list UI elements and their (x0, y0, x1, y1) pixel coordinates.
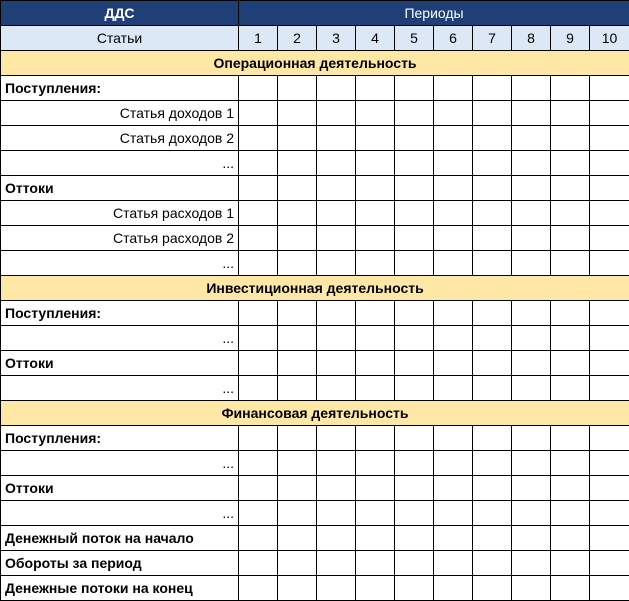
period-cell[interactable] (551, 226, 590, 251)
period-cell[interactable] (590, 501, 629, 526)
period-header-1: 1 (239, 26, 278, 51)
item-label: ... (1, 251, 239, 276)
period-cell[interactable] (356, 351, 395, 376)
period-cell[interactable] (590, 176, 629, 201)
period-cell[interactable] (395, 476, 434, 501)
item-row (1, 101, 629, 126)
period-cell[interactable] (239, 151, 278, 176)
period-cell[interactable] (473, 376, 512, 401)
period-cell[interactable] (434, 526, 473, 551)
period-cell[interactable] (278, 376, 317, 401)
group-label: Поступления: (1, 76, 239, 101)
period-cell[interactable] (395, 426, 434, 451)
period-cell[interactable] (434, 126, 473, 151)
period-cell[interactable] (278, 76, 317, 101)
period-cell[interactable] (239, 526, 278, 551)
period-cell[interactable] (395, 251, 434, 276)
period-cell[interactable] (473, 226, 512, 251)
period-cell[interactable] (395, 226, 434, 251)
period-cell[interactable] (434, 476, 473, 501)
period-cell[interactable] (356, 576, 395, 601)
period-header-10: 10 (590, 26, 629, 51)
period-header-5: 5 (395, 26, 434, 51)
group-row (1, 551, 629, 576)
period-cell[interactable] (590, 76, 629, 101)
item-label: ... (1, 151, 239, 176)
period-cell[interactable] (278, 426, 317, 451)
period-cell[interactable] (434, 226, 473, 251)
period-cell[interactable] (239, 576, 278, 601)
period-cell[interactable] (434, 326, 473, 351)
period-cell[interactable] (278, 451, 317, 476)
group-row (1, 176, 629, 201)
item-label: ... (1, 376, 239, 401)
item-row (1, 151, 629, 176)
period-cell[interactable] (239, 76, 278, 101)
period-cell[interactable] (473, 501, 512, 526)
section-row (1, 401, 629, 426)
period-cell[interactable] (512, 526, 551, 551)
group-label: Оттоки (1, 176, 239, 201)
period-cell[interactable] (512, 176, 551, 201)
item-label: Статья расходов 2 (1, 226, 239, 251)
period-cell[interactable] (512, 251, 551, 276)
period-cell[interactable] (434, 101, 473, 126)
period-header-8: 8 (512, 26, 551, 51)
subheader-row (1, 26, 629, 51)
period-cell[interactable] (590, 226, 629, 251)
period-cell[interactable] (317, 76, 356, 101)
period-cell[interactable] (434, 151, 473, 176)
period-cell[interactable] (395, 551, 434, 576)
period-cell[interactable] (395, 76, 434, 101)
period-cell[interactable] (473, 251, 512, 276)
item-row (1, 326, 629, 351)
period-cell[interactable] (317, 251, 356, 276)
section-title: Финансовая деятельность (1, 401, 629, 426)
period-cell[interactable] (473, 301, 512, 326)
group-row (1, 476, 629, 501)
period-cell[interactable] (551, 301, 590, 326)
period-cell[interactable] (239, 351, 278, 376)
period-cell[interactable] (590, 376, 629, 401)
period-cell[interactable] (395, 376, 434, 401)
period-cell[interactable] (434, 501, 473, 526)
period-cell[interactable] (317, 201, 356, 226)
period-cell[interactable] (551, 201, 590, 226)
period-cell[interactable] (512, 576, 551, 601)
period-header-2: 2 (278, 26, 317, 51)
period-cell[interactable] (590, 326, 629, 351)
item-label: Статья расходов 1 (1, 201, 239, 226)
group-label: Оттоки (1, 351, 239, 376)
period-cell[interactable] (551, 101, 590, 126)
period-cell[interactable] (278, 501, 317, 526)
period-cell[interactable] (356, 251, 395, 276)
period-cell[interactable] (512, 201, 551, 226)
period-cell[interactable] (356, 476, 395, 501)
period-cell[interactable] (395, 351, 434, 376)
period-cell[interactable] (551, 76, 590, 101)
period-cell[interactable] (239, 326, 278, 351)
period-cell[interactable] (590, 451, 629, 476)
period-cell[interactable] (590, 351, 629, 376)
period-cell[interactable] (590, 251, 629, 276)
period-cell[interactable] (317, 451, 356, 476)
item-row (1, 226, 629, 251)
group-row (1, 301, 629, 326)
period-cell[interactable] (278, 176, 317, 201)
period-cell[interactable] (395, 101, 434, 126)
period-cell[interactable] (317, 101, 356, 126)
period-cell[interactable] (434, 76, 473, 101)
period-cell[interactable] (551, 251, 590, 276)
item-label: Статья доходов 1 (1, 101, 239, 126)
period-cell[interactable] (551, 501, 590, 526)
period-cell[interactable] (395, 151, 434, 176)
period-cell[interactable] (512, 551, 551, 576)
group-row (1, 526, 629, 551)
group-label: Обороты за период (1, 551, 239, 576)
period-cell[interactable] (434, 176, 473, 201)
group-label: Поступления: (1, 426, 239, 451)
period-cell[interactable] (473, 201, 512, 226)
period-cell[interactable] (395, 326, 434, 351)
period-cell[interactable] (317, 301, 356, 326)
section-row (1, 51, 629, 76)
period-cell[interactable] (239, 176, 278, 201)
period-cell[interactable] (551, 326, 590, 351)
period-cell[interactable] (278, 326, 317, 351)
period-cell[interactable] (551, 476, 590, 501)
period-cell[interactable] (551, 551, 590, 576)
period-header-3: 3 (317, 26, 356, 51)
period-cell[interactable] (395, 501, 434, 526)
period-cell[interactable] (512, 226, 551, 251)
period-cell[interactable] (239, 426, 278, 451)
period-header-7: 7 (473, 26, 512, 51)
group-row (1, 576, 629, 601)
period-cell[interactable] (317, 551, 356, 576)
period-cell[interactable] (356, 551, 395, 576)
period-cell[interactable] (512, 126, 551, 151)
item-row (1, 451, 629, 476)
period-cell[interactable] (356, 301, 395, 326)
period-cell[interactable] (395, 126, 434, 151)
period-cell[interactable] (278, 251, 317, 276)
period-cell[interactable] (434, 301, 473, 326)
period-cell[interactable] (590, 576, 629, 601)
table-body (1, 1, 629, 601)
period-cell[interactable] (590, 551, 629, 576)
period-cell[interactable] (434, 576, 473, 601)
period-cell[interactable] (239, 501, 278, 526)
period-cell[interactable] (551, 351, 590, 376)
period-cell[interactable] (512, 301, 551, 326)
period-cell[interactable] (512, 451, 551, 476)
period-cell[interactable] (356, 376, 395, 401)
period-cell[interactable] (434, 426, 473, 451)
period-cell[interactable] (512, 376, 551, 401)
period-cell[interactable] (590, 126, 629, 151)
period-cell[interactable] (473, 451, 512, 476)
item-label: ... (1, 501, 239, 526)
period-cell[interactable] (278, 126, 317, 151)
period-cell[interactable] (395, 176, 434, 201)
period-cell[interactable] (395, 301, 434, 326)
period-cell[interactable] (239, 101, 278, 126)
period-cell[interactable] (512, 476, 551, 501)
period-cell[interactable] (356, 326, 395, 351)
period-cell[interactable] (551, 451, 590, 476)
period-cell[interactable] (434, 451, 473, 476)
period-cell[interactable] (356, 126, 395, 151)
period-cell[interactable] (473, 426, 512, 451)
periods-header-cell: Периоды (239, 1, 629, 26)
group-label: Денежный поток на начало (1, 526, 239, 551)
articles-header-cell: Статьи (1, 26, 239, 51)
period-cell[interactable] (434, 201, 473, 226)
period-cell[interactable] (317, 326, 356, 351)
period-cell[interactable] (317, 426, 356, 451)
period-cell[interactable] (473, 551, 512, 576)
group-label: Денежные потоки на конец (1, 576, 239, 601)
period-cell[interactable] (239, 551, 278, 576)
period-cell[interactable] (317, 126, 356, 151)
period-cell[interactable] (473, 76, 512, 101)
period-cell[interactable] (395, 451, 434, 476)
period-cell[interactable] (473, 476, 512, 501)
period-cell[interactable] (356, 426, 395, 451)
period-cell[interactable] (473, 151, 512, 176)
item-row (1, 126, 629, 151)
period-cell[interactable] (590, 201, 629, 226)
period-cell[interactable] (551, 576, 590, 601)
period-cell[interactable] (356, 451, 395, 476)
period-cell[interactable] (473, 576, 512, 601)
period-cell[interactable] (239, 376, 278, 401)
period-cell[interactable] (317, 376, 356, 401)
period-cell[interactable] (512, 351, 551, 376)
item-row (1, 376, 629, 401)
item-row (1, 251, 629, 276)
period-cell[interactable] (473, 326, 512, 351)
period-cell[interactable] (317, 351, 356, 376)
period-cell[interactable] (356, 501, 395, 526)
period-cell[interactable] (239, 251, 278, 276)
period-cell[interactable] (512, 426, 551, 451)
period-cell[interactable] (239, 451, 278, 476)
period-cell[interactable] (278, 151, 317, 176)
period-cell[interactable] (278, 226, 317, 251)
period-cell[interactable] (590, 476, 629, 501)
period-cell[interactable] (434, 251, 473, 276)
period-cell[interactable] (551, 151, 590, 176)
period-cell[interactable] (356, 201, 395, 226)
period-cell[interactable] (317, 526, 356, 551)
period-cell[interactable] (278, 576, 317, 601)
period-cell[interactable] (512, 501, 551, 526)
period-cell[interactable] (356, 226, 395, 251)
section-title: Инвестиционная деятельность (1, 276, 629, 301)
period-cell[interactable] (551, 376, 590, 401)
period-cell[interactable] (512, 326, 551, 351)
period-cell[interactable] (434, 376, 473, 401)
period-cell[interactable] (278, 351, 317, 376)
period-cell[interactable] (239, 301, 278, 326)
period-cell[interactable] (512, 76, 551, 101)
period-cell[interactable] (395, 526, 434, 551)
period-cell[interactable] (317, 176, 356, 201)
period-cell[interactable] (434, 351, 473, 376)
period-cell[interactable] (356, 151, 395, 176)
period-cell[interactable] (473, 126, 512, 151)
item-label: ... (1, 326, 239, 351)
period-cell[interactable] (356, 176, 395, 201)
period-header-9: 9 (551, 26, 590, 51)
period-cell[interactable] (317, 476, 356, 501)
section-title: Операционная деятельность (1, 51, 629, 76)
group-row (1, 351, 629, 376)
period-cell[interactable] (551, 526, 590, 551)
period-cell[interactable] (434, 551, 473, 576)
period-cell[interactable] (239, 476, 278, 501)
period-cell[interactable] (512, 101, 551, 126)
period-cell[interactable] (551, 126, 590, 151)
period-cell[interactable] (473, 176, 512, 201)
period-cell[interactable] (239, 201, 278, 226)
period-cell[interactable] (551, 426, 590, 451)
period-cell[interactable] (512, 151, 551, 176)
item-row (1, 501, 629, 526)
period-cell[interactable] (278, 476, 317, 501)
item-label: ... (1, 451, 239, 476)
period-cell[interactable] (278, 526, 317, 551)
group-row (1, 76, 629, 101)
period-cell[interactable] (278, 101, 317, 126)
period-cell[interactable] (590, 151, 629, 176)
period-cell[interactable] (395, 576, 434, 601)
period-cell[interactable] (278, 551, 317, 576)
period-cell[interactable] (356, 76, 395, 101)
period-cell[interactable] (590, 101, 629, 126)
period-cell[interactable] (590, 301, 629, 326)
header-row (1, 1, 629, 26)
period-cell[interactable] (551, 176, 590, 201)
corner-header-cell: ДДС (1, 1, 239, 26)
period-header-6: 6 (434, 26, 473, 51)
period-cell[interactable] (590, 426, 629, 451)
period-cell[interactable] (239, 226, 278, 251)
period-cell[interactable] (317, 226, 356, 251)
item-label: Статья доходов 2 (1, 126, 239, 151)
period-cell[interactable] (473, 101, 512, 126)
group-label: Оттоки (1, 476, 239, 501)
period-cell[interactable] (278, 301, 317, 326)
period-cell[interactable] (473, 351, 512, 376)
period-cell[interactable] (317, 576, 356, 601)
group-label: Поступления: (1, 301, 239, 326)
group-row (1, 426, 629, 451)
period-cell[interactable] (239, 126, 278, 151)
period-cell[interactable] (317, 501, 356, 526)
section-row (1, 276, 629, 301)
period-cell[interactable] (356, 526, 395, 551)
period-cell[interactable] (356, 101, 395, 126)
period-cell[interactable] (395, 201, 434, 226)
period-cell[interactable] (473, 526, 512, 551)
item-row (1, 201, 629, 226)
period-header-4: 4 (356, 26, 395, 51)
period-cell[interactable] (590, 526, 629, 551)
period-cell[interactable] (278, 201, 317, 226)
period-cell[interactable] (317, 151, 356, 176)
